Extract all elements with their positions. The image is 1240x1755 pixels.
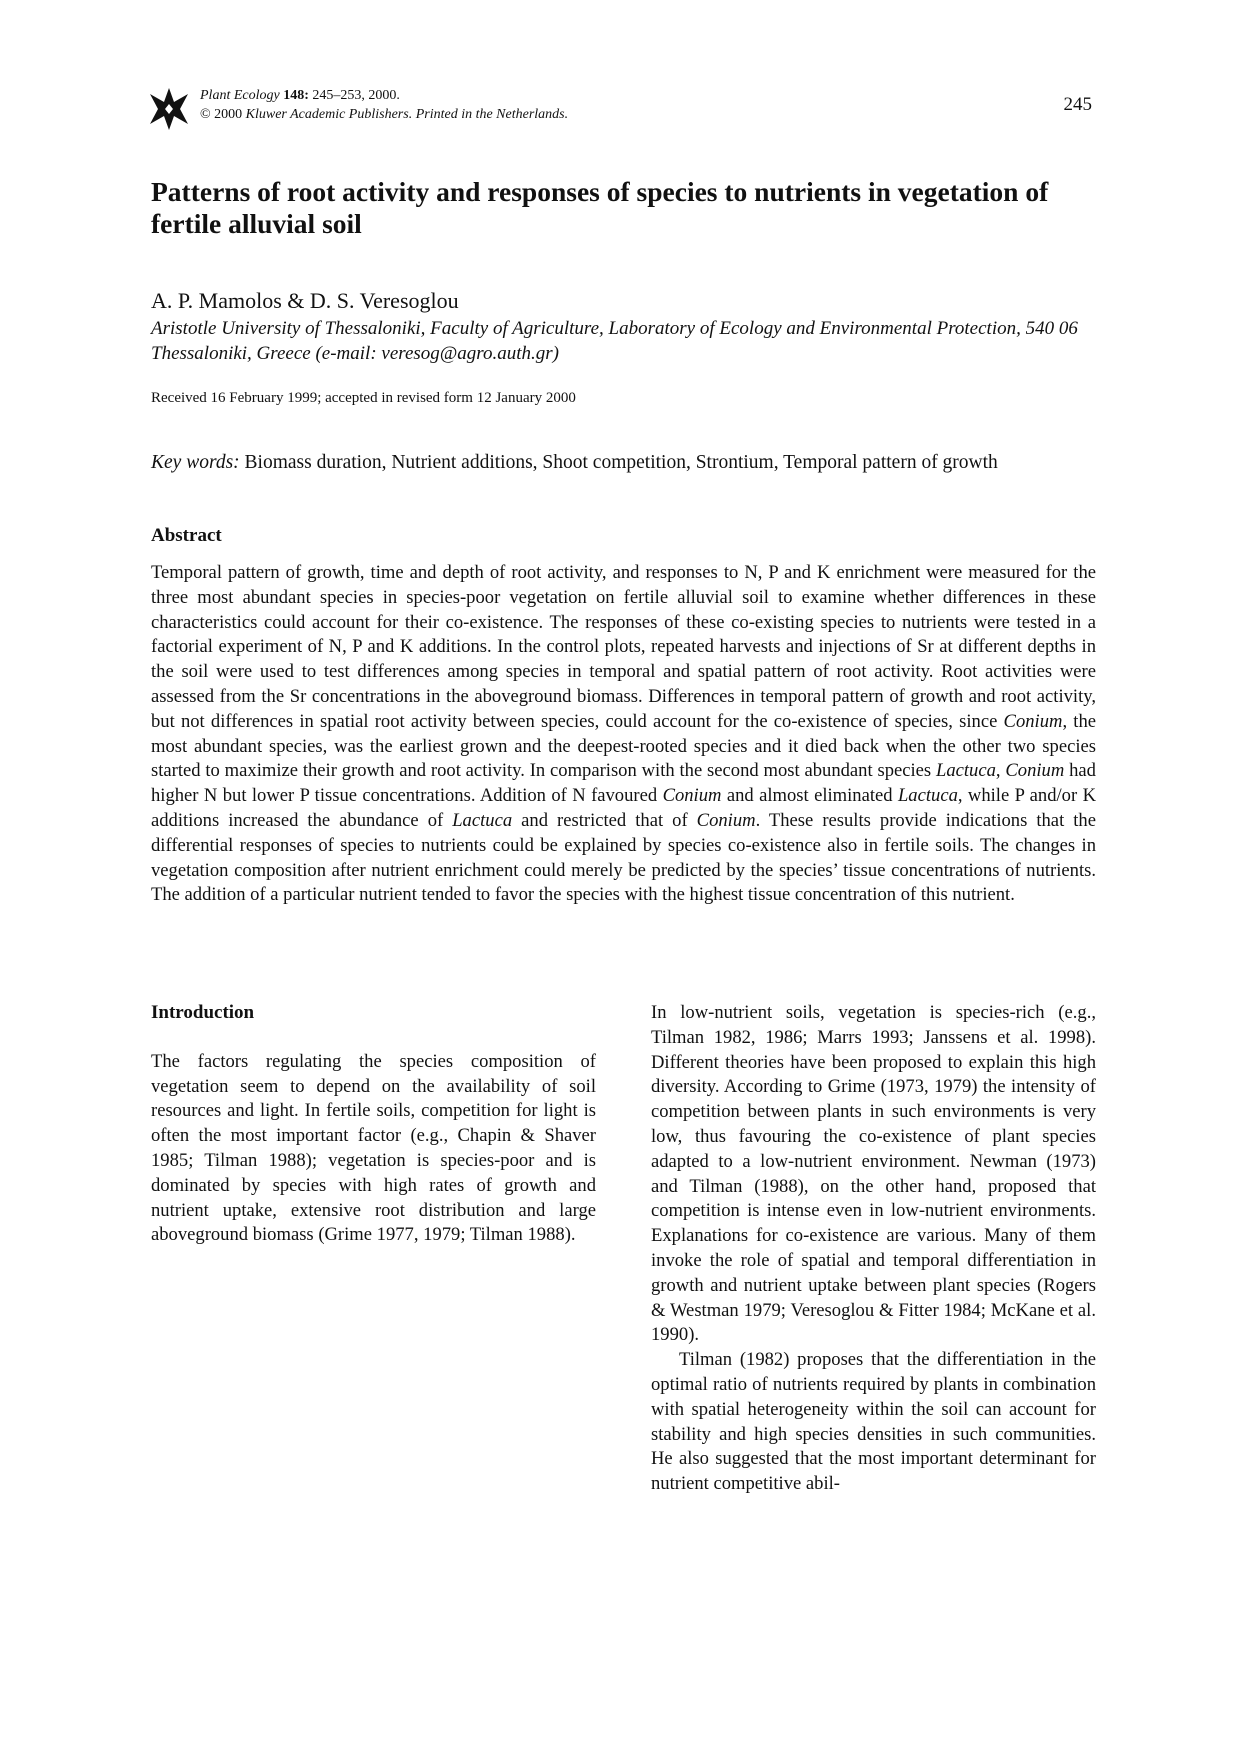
intro-paragraph-3: Tilman (1982) proposes that the differentiation in the optimal ratio of nutrients required by plants in combination with spatial heterogeneity within the soil can account for stability and high species densities in such communities. He also suggested that the most important determinant for nutrient competitive abil- bbox=[651, 1349, 1096, 1495]
species-name: Conium bbox=[662, 785, 722, 807]
intro-paragraph-1: The factors regulating the species composition of vegetation seem to depend on the availability of soil resources and light. In fertile soils, competition for light is often the most important factor (e.g., Chapin & Shaver 1985; Tilman 1988); vegetation is species-poor and is dominated by species with high rates of growth and nutrient uptake, extensive root distribution and large aboveground biomass (Grime 1977, 1979; Tilman 1988). bbox=[151, 1050, 596, 1246]
abstract-segment: , the most abundant species, was the earliest grown and the deepest-rooted species and it died back when the other two species started to maximize their growth and root activity. In comparison with the second most abundant species bbox=[151, 710, 1096, 782]
species-name: Lactuca bbox=[936, 760, 996, 782]
publisher-logo-icon bbox=[150, 88, 188, 130]
body-column-left bbox=[151, 1001, 596, 1248]
abstract-segment: , while P and/or K additions increased the abundance of bbox=[151, 785, 1096, 831]
abstract-segment: and restricted that of bbox=[521, 809, 688, 831]
article-title: Patterns of root activity and responses of species to nutrients in vegetation of fertile alluvial soil bbox=[151, 176, 1049, 239]
journal-citation bbox=[200, 86, 568, 124]
publisher-text: Kluwer Academic Publishers. Printed in the Netherlands. bbox=[245, 107, 569, 122]
author-affiliation: Aristotle University of Thessaloniki, Faculty of Agriculture, Laboratory of Ecology and Environmental Protection, 540 06 Thessaloniki, Greece (e-mail: veresog@agro.auth.gr) bbox=[151, 318, 1078, 364]
abstract-segment: , bbox=[995, 760, 1001, 782]
species-name: Conium bbox=[1003, 710, 1063, 732]
abstract-segment: had higher N but lower P tissue concentrations. Addition of N favoured bbox=[151, 760, 1096, 807]
species-name: Lactuca bbox=[897, 785, 958, 807]
article-authors: A. P. Mamolos & D. S. Veresoglou bbox=[151, 288, 459, 313]
intro-paragraph-2-continued: In low-nutrient soils, vegetation is species-rich (e.g., Tilman 1982, 1986; Marrs 1993; Janssens et al. 1998). Different theories have been proposed to explain this high diversity. According to Grime (1973, 1979) the intensity of competition between plants in such environments is very low, thus favouring the co-existence of plant species adapted to a low-nutrient environment. Newman (1973) and Tilman (1988), on the other hand, proposed that competition is intense even in low-nutrient environments. Explanations for co-existence are various. Many of them invoke the role of spatial and temporal differentiation in growth and nutrient uptake between plant species (Rogers & Westman 1979; Veresoglou & Fitter 1984; McKane et al. 1990). bbox=[651, 1002, 1096, 1346]
journal-volume: 148: bbox=[283, 88, 309, 103]
species-name: Conium bbox=[1005, 760, 1065, 782]
species-name: Conium bbox=[696, 809, 756, 831]
abstract-segment: Temporal pattern of growth, time and depth of root activity, and responses to N, P and K enrichment were measured for the three most abundant species in species-poor vegetation on fertile alluvial soil to examine whether differences in these characteristics could account for their co-existence. The responses of these co-existing species to nutrients were tested in a factorial experiment of N, P and K additions. In the control plots, repeated harvests and injections of Sr at different depths in the soil were used to test differences among species in temporal and spatial pattern of root activity. Root activities were assessed from the Sr concentrations in the aboveground biomass. Differences in temporal pattern of growth and root activity, but not differences in spatial root activity between species, could account for the co-existence of species, since bbox=[151, 562, 1096, 732]
keywords-text: Biomass duration, Nutrient additions, Shoot competition, Strontium, Temporal pattern of growth bbox=[244, 452, 998, 473]
page-header bbox=[150, 86, 1092, 132]
abstract-text bbox=[151, 561, 1096, 908]
keywords-label: Key words: bbox=[151, 452, 240, 473]
introduction-heading: Introduction bbox=[151, 1002, 255, 1023]
body-column-right bbox=[651, 1001, 1096, 1497]
keywords-line bbox=[151, 450, 1096, 475]
abstract-segment: . These results provide indications that the differential responses of species to nutrients could be explained by species co-existence also in fertile soils. The changes in vegetation composition after nutrient enrichment could merely be predicted by the species’ tissue concentrations of nutrients. The addition of a particular nutrient tended to favor the species with the highest tissue concentration of this nutrient. bbox=[151, 809, 1096, 906]
copyright-text: © 2000 bbox=[200, 107, 243, 122]
journal-name: Plant Ecology bbox=[200, 88, 280, 103]
abstract-segment: and almost eliminated bbox=[726, 785, 893, 807]
received-date: Received 16 February 1999; accepted in revised form 12 January 2000 bbox=[151, 390, 576, 406]
abstract-heading: Abstract bbox=[151, 525, 222, 546]
page-number: 245 bbox=[1063, 94, 1092, 115]
species-name: Lactuca bbox=[452, 809, 513, 831]
journal-pages: 245–253, 2000. bbox=[312, 88, 400, 103]
